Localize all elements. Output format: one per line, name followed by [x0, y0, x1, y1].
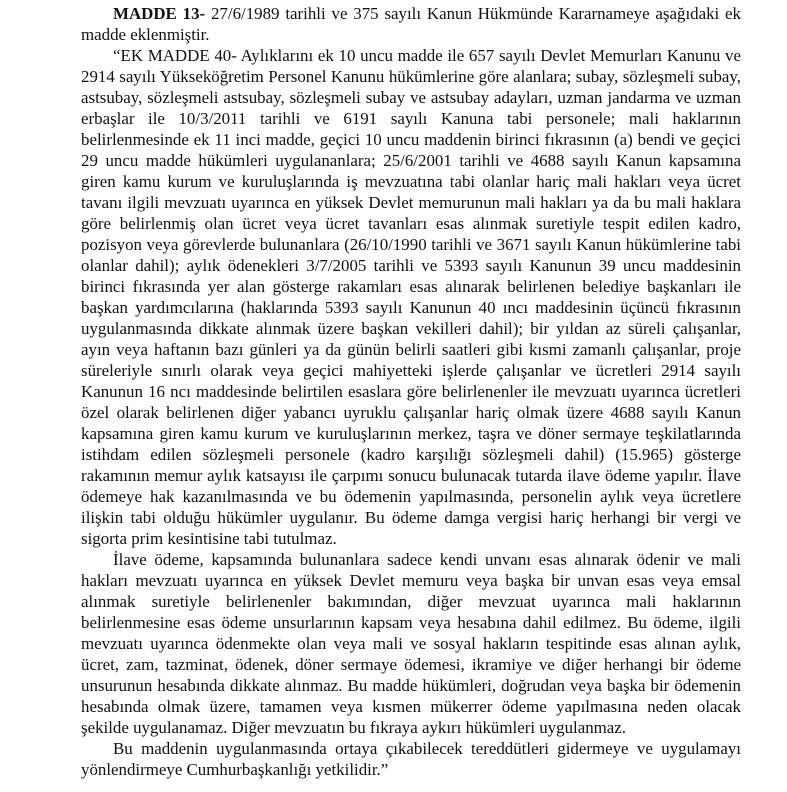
document-page [81, 3, 741, 780]
article-heading: MADDE 13- [113, 4, 206, 23]
article-intro-paragraph [81, 3, 741, 45]
ilave-odeme-paragraph: İlave ödeme, kapsamında bulunanlara sadece kendi unvanı esas alınarak ödenir ve mali hakları mevzuatı uyarınca en yüksek Devlet memuru veya başka bir unvan esas veya emsal alınmak suretiyle belirlenenler bakımından, diğer mevzuat uyarınca mali haklarının belirlenmesine esas ödeme unsurlarının kapsam veya hesabına dahil edilmez. Bu ödeme, ilgili mevzuatı uyarınca ödenmekte olan veya mali ve sosyal hakların tespitinde esas alınan aylık, ücret, zam, tazminat, ödenek, döner sermaye ödemesi, ikramiye ve diğer herhangi bir ödeme unsurunun hesabında dikkate alınmaz. Bu madde hükümleri, doğrudan veya başka bir ödemenin hesabında olmak üzere, tamamen veya kısmen mükerrer ödeme yapılmasına neden olacak şekilde uygulanamaz. Diğer mevzuatın bu fıkraya aykırı hükümleri uygulanmaz. [81, 550, 741, 737]
ek-madde-paragraph: “EK MADDE 40- Aylıklarını ek 10 uncu madde ile 657 sayılı Devlet Memurları Kanunu ve 2914 sayılı Yükseköğretim Personel Kanunu hükümlerine göre alanlara; subay, sözleşmeli subay, astsubay, sözleşmeli astsubay, sözleşmeli subay ve astsubay adayları, uzman jandarma ve uzman erbaşlar ile 10/3/2011 tarihli ve 6191 sayılı Kanuna tabi personele; mali haklarının belirlenmesinde ek 11 inci madde, geçici 10 uncu maddenin birinci fıkrasının (a) bendi ve geçici 29 uncu madde hükümleri uygulananlara; 25/6/2001 tarihli ve 4688 sayılı Kanun kapsamına giren kamu kurum ve kuruluşlarında iş mevzuatına tabi olanlar hariç mali hakları veya ücret tavanı ilgili mevzuatı uyarınca en yüksek Devlet memurunun mali hakları ya da bu mali haklara göre belirlenmiş olan ücret veya ücret tavanları esas alınmak suretiyle tespit edilen kadro, pozisyon veya görevlerde bulunanlara (26/10/1990 tarihli ve 3671 sayılı Kanun hükümlerine tabi olanlar dahil); aylık ödenekleri 3/7/2005 tarihli ve 5393 sayılı Kanunun 39 uncu maddesinin birinci fıkrasında yer alan gösterge rakamları esas alınarak belirlenen belediye başkanları ile başkan yardımcılarına (haklarında 5393 sayılı Kanunun 40 ıncı maddesinin üçüncü fıkrasının uygulanmasında dikkate alınmak üzere başkan vekilleri dahil); bir yıldan az süreli çalışanlar, ayın veya haftanın bazı günleri ya da günün belirli saatleri gibi kısmi zamanlı çalışanlar, proje süreleriyle sınırlı olarak veya geçici mahiyetteki işlerde çalışanlar ve ücretleri 2914 sayılı Kanunun 16 ncı maddesinde belirtilen esaslara göre belirlenenler ile mevzuatı uyarınca ücretleri özel olarak belirlenen diğer yabancı uyruklu çalışanlar hariç olmak üzere 4688 sayılı Kanun kapsamına giren kamu kurum ve kuruluşlarının merkez, taşra ve döner sermaye teşkilatlarında istihdam edilen sözleşmeli personele (kadro karşılığı sözleşmeli dahil) (15.965) gösterge rakamının memur aylık katsayısı ile çarpımı sonucu bulunacak tutarda ilave ödeme yapılır. İlave ödemeye hak kazanılmasında ve bu ödemenin yapılmasında, personelin aylık veya ücretlere ilişkin tabi olduğu hükümler uygulanır. Bu ödeme damga vergisi hariç herhangi bir vergi ve sigorta prim kesintisine tabi tutulmaz. [81, 46, 741, 548]
authority-paragraph: Bu maddenin uygulanmasında ortaya çıkabilecek tereddütleri gidermeye ve uygulamayı yönlendirmeye Cumhurbaşkanlığı yetkilidir.” [81, 739, 741, 779]
article-intro-text: 27/6/1989 tarihli ve 375 sayılı Kanun Hükmünde Kararnameye aşağıdaki ek madde eklenmiştir. [81, 4, 741, 44]
